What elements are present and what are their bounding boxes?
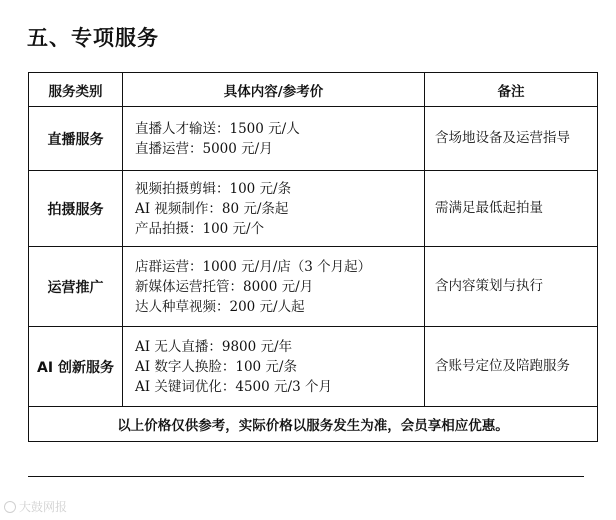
row-category: 直播服务 bbox=[29, 107, 123, 171]
table-header-row bbox=[29, 73, 598, 107]
row-content bbox=[123, 107, 425, 171]
row-category: 拍摄服务 bbox=[29, 171, 123, 247]
content-line: 店群运营：1000 元/月/店（3 个月起） bbox=[135, 258, 372, 275]
content-line: AI 关键词优化：4500 元/3 个月 bbox=[135, 378, 332, 395]
watermark-logo-icon bbox=[4, 501, 16, 513]
watermark-text: 大鼓网报 bbox=[19, 500, 68, 514]
content-line: 新媒体运营托管：8000 元/月 bbox=[135, 278, 314, 295]
row-note: 含账号定位及陪跑服务 bbox=[425, 327, 598, 407]
price-footnote: 以上价格仅供参考，实际价格以服务发生为准，会员享相应优惠。 bbox=[29, 407, 598, 442]
content-line: 直播人才输送：1500 元/人 bbox=[135, 120, 300, 137]
table-row bbox=[29, 247, 598, 327]
row-note: 含内容策划与执行 bbox=[425, 247, 598, 327]
row-category: AI 创新服务 bbox=[29, 327, 123, 407]
table-footnote-row bbox=[29, 407, 598, 442]
row-category: 运营推广 bbox=[29, 247, 123, 327]
content-line: 达人种草视频：200 元/人起 bbox=[135, 298, 305, 315]
content-line: 视频拍摄剪辑：100 元/条 bbox=[135, 180, 292, 197]
watermark bbox=[4, 498, 67, 515]
row-content bbox=[123, 327, 425, 407]
header-content: 具体内容/参考价 bbox=[123, 73, 425, 107]
content-line: AI 数字人换脸：100 元/条 bbox=[135, 358, 297, 375]
content-line: 产品拍摄：100 元/个 bbox=[135, 220, 265, 237]
row-note: 含场地设备及运营指导 bbox=[425, 107, 598, 171]
horizontal-rule bbox=[28, 476, 584, 477]
content-line: 直播运营：5000 元/月 bbox=[135, 140, 273, 157]
row-content bbox=[123, 247, 425, 327]
table-row bbox=[29, 107, 598, 171]
header-note: 备注 bbox=[425, 73, 598, 107]
row-note: 需满足最低起拍量 bbox=[425, 171, 598, 247]
content-line: AI 无人直播：9800 元/年 bbox=[135, 338, 293, 355]
header-category: 服务类别 bbox=[29, 73, 123, 107]
section-heading: 五、专项服务 bbox=[27, 26, 159, 50]
service-table bbox=[28, 72, 598, 442]
table-row bbox=[29, 327, 598, 407]
table-row bbox=[29, 171, 598, 247]
content-line: AI 视频制作：80 元/条起 bbox=[135, 200, 289, 217]
row-content bbox=[123, 171, 425, 247]
